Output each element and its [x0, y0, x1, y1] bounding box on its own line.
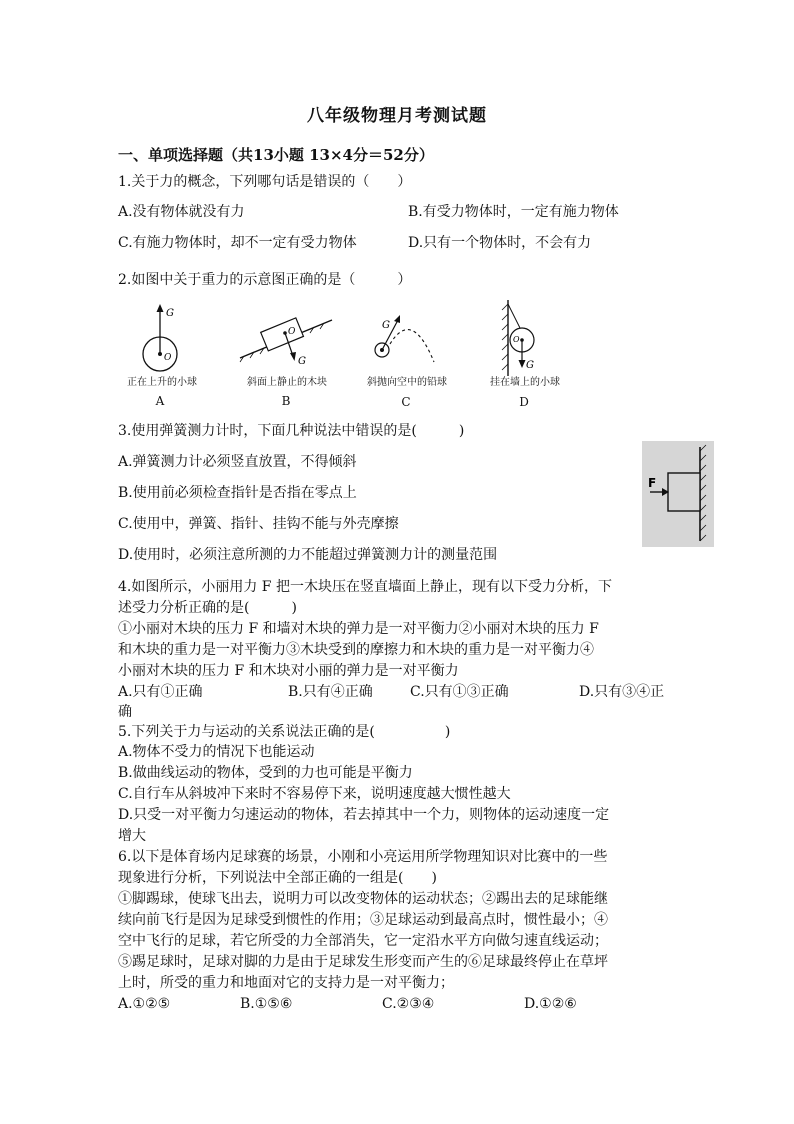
figure-a-caption: 正在上升的小球	[127, 377, 197, 388]
q1-option-d: D.只有一个物体时，不会有力	[408, 235, 592, 251]
figure-c-letter: C	[401, 395, 411, 409]
q4-option-c: C.只有①③正确	[410, 684, 509, 700]
q5-option-d-wrap: 增大	[118, 828, 146, 844]
q4-option-d: D.只有③④正	[579, 684, 665, 700]
page-title: 八年级物理月考测试题	[307, 106, 487, 126]
center-label: O	[164, 353, 172, 363]
q5-option-b: B.做曲线运动的物体，受到的力也可能是平衡力	[118, 765, 413, 781]
figure-a-rising-ball	[130, 300, 200, 378]
figure-d-caption: 挂在墙上的小球	[490, 377, 560, 388]
q1-option-b: B.有受力物体时，一定有施力物体	[408, 204, 619, 220]
figure-d-ball-on-wall	[494, 298, 554, 378]
q6-stem-line1: 6.以下是体育场内足球赛的场景，小刚和小亮运用所学物理知识对比赛中的一些	[118, 849, 608, 865]
center-label: O	[513, 335, 520, 344]
force-label: G	[298, 356, 306, 367]
q3-option-a: A.弹簧测力计必须竖直放置，不得倾斜	[118, 454, 357, 470]
q2-stem: 2.如图中关于重力的示意图正确的是（ ）	[118, 272, 412, 288]
q4-statement-line1: ①小丽对木块的压力 F 和墙对木块的弹力是一对平衡力②小丽对木块的压力 F	[118, 621, 599, 637]
force-label: G	[382, 320, 390, 331]
q5-option-c: C.自行车从斜坡冲下来时不容易停下来，说明速度越大惯性越大	[118, 786, 511, 802]
figure-c-thrown-shot	[368, 310, 448, 376]
figure-b-letter: B	[281, 394, 291, 408]
figure-d-letter: D	[519, 395, 529, 409]
q3-option-b: B.使用前必须检查指针是否指在零点上	[118, 485, 357, 501]
q6-statement-line5: 上时，所受的重力和地面对它的支持力是一对平衡力；	[118, 975, 454, 991]
q3-option-d: D.使用时，必须注意所测的力不能超过弹簧测力计的测量范围	[118, 547, 498, 563]
figure-b-block-on-slope	[236, 306, 336, 376]
wall-block-diagram	[642, 441, 714, 547]
force-f-label: F	[648, 476, 657, 490]
q6-option-c: C.②③④	[382, 996, 435, 1012]
q1-stem: 1.关于力的概念，下列哪句话是错误的（ ）	[118, 174, 412, 190]
q1-option-c: C.有施力物体时，却不一定有受力物体	[118, 235, 357, 251]
q1-option-a: A.没有物体就没有力	[118, 204, 245, 220]
q3-option-c: C.使用中，弹簧、指针、挂钩不能与外壳摩擦	[118, 516, 399, 532]
q4-stem-line1: 4.如图所示，小丽用力 F 把一木块压在竖直墙面上静止，现有以下受力分析，下	[118, 579, 612, 595]
q6-option-b: B.①⑤⑥	[240, 996, 293, 1012]
wall-block-figure	[642, 441, 714, 547]
q3-stem: 3.使用弹簧测力计时，下面几种说法中错误的是( )	[118, 423, 465, 439]
q5-option-a: A.物体不受力的情况下也能运动	[118, 744, 315, 760]
q4-option-d-wrap: 确	[118, 704, 132, 720]
q4-option-b: B.只有④正确	[288, 684, 373, 700]
figure-c-caption: 斜抛向空中的铅球	[367, 377, 447, 388]
figure-a-letter: A	[155, 394, 165, 408]
force-label: G	[526, 360, 534, 371]
q5-stem: 5.下列关于力与运动的关系说法正确的是( )	[118, 724, 451, 740]
q6-statement-line4: ⑤踢足球时，足球对脚的力是由于足球发生形变而产生的⑥足球最终停止在草坪	[118, 954, 608, 970]
q6-statement-line1: ①脚踢球，使球飞出去，说明力可以改变物体的运动状态；②踢出去的足球能继	[118, 891, 608, 907]
q6-stem-line2: 现象进行分析，下列说法中全部正确的一组是( )	[118, 870, 437, 886]
q6-option-a: A.①②⑤	[118, 996, 171, 1012]
figure-b-caption: 斜面上静止的木块	[247, 377, 327, 388]
q6-option-d: D.①②⑥	[524, 996, 577, 1012]
q5-option-d: D.只受一对平衡力匀速运动的物体，若去掉其中一个力，则物体的运动速度一定	[118, 807, 610, 823]
q6-statement-line3: 空中飞行的足球，若它所受的力全部消失，它一定沿水平方向做匀速直线运动；	[118, 933, 608, 949]
center-label: O	[288, 327, 296, 337]
q4-option-a: A.只有①正确	[118, 684, 203, 700]
section-heading: 一、单项选择题（共13小题 13×4分＝52分）	[118, 146, 434, 164]
q4-statement-line3: 小丽对木块的压力 F 和木块对小丽的弹力是一对平衡力	[118, 663, 459, 679]
force-label: G	[166, 308, 174, 319]
q6-statement-line2: 续向前飞行是因为足球受到惯性的作用；③足球运动到最高点时，惯性最小；④	[118, 912, 608, 928]
q4-statement-line2: 和木块的重力是一对平衡力③木块受到的摩擦力和木块的重力是一对平衡力④	[118, 642, 594, 658]
q4-stem-line2: 述受力分析正确的是( )	[118, 600, 297, 616]
